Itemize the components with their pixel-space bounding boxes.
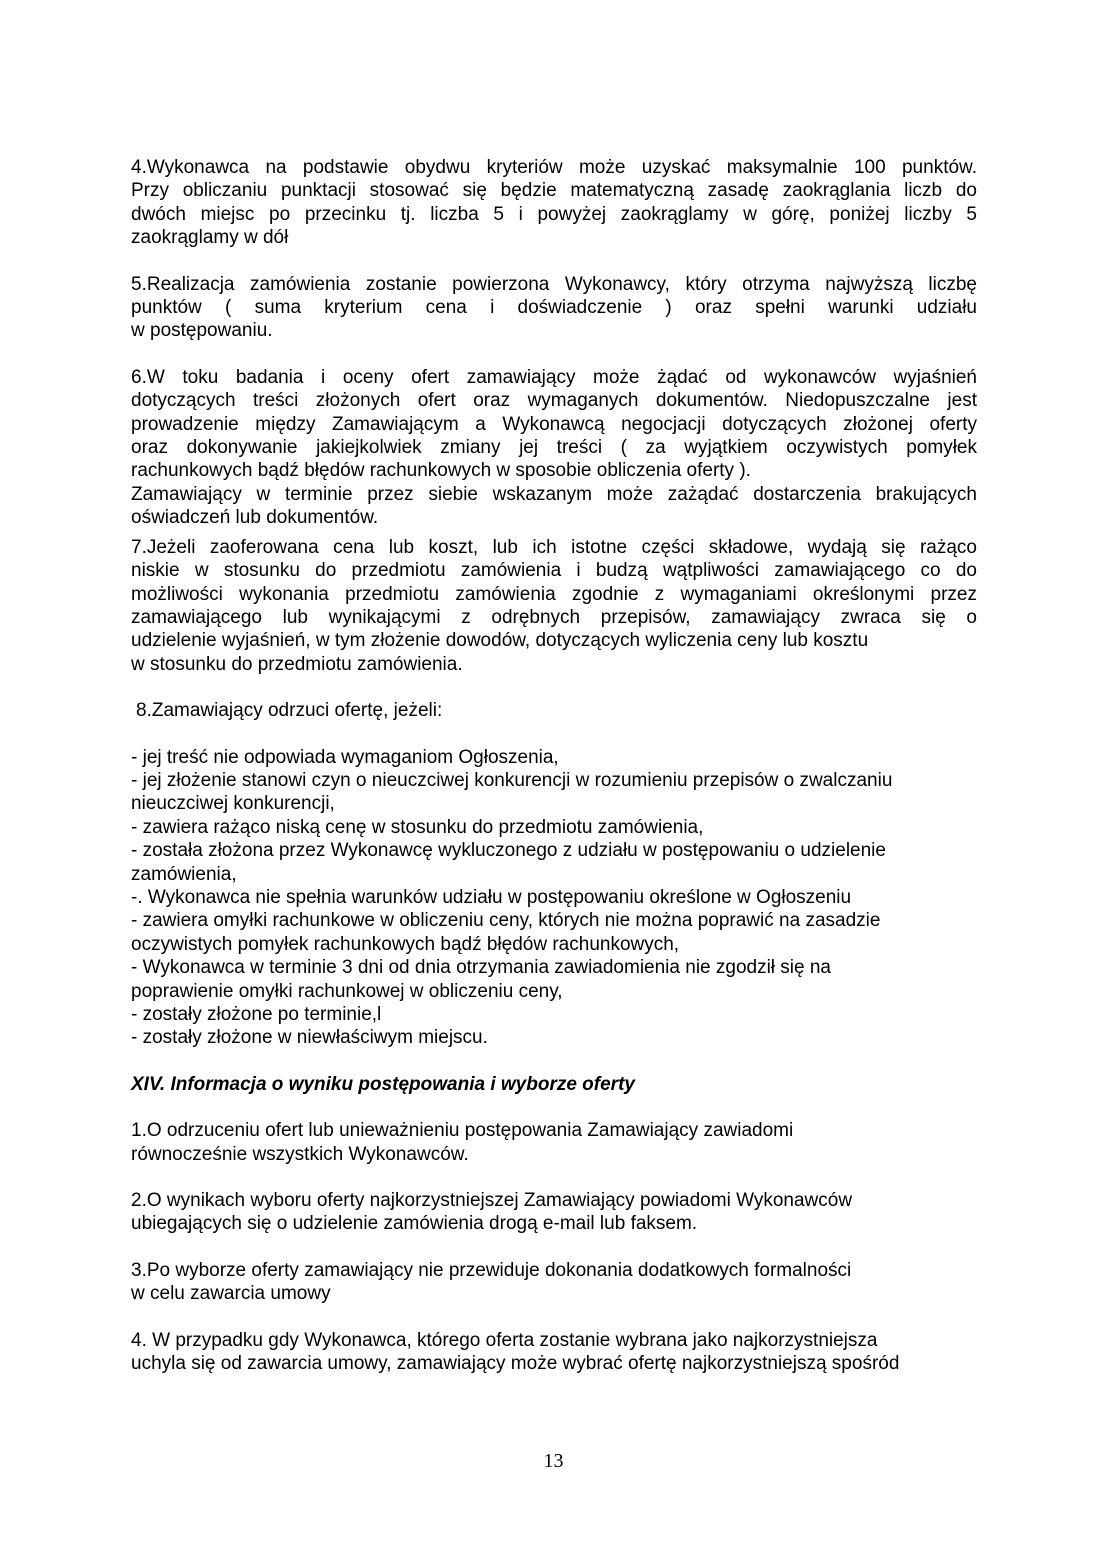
text-line: oraz dokonywanie jakiejkolwiek zmiany jej treści ( za wyjątkiem oczywistych pomyłek: [131, 437, 977, 459]
section-heading-xiv: XIV. Informacja o wyniku postępowania i wyborze oferty: [131, 1073, 635, 1095]
text-line: dwóch miejsc po przecinku tj. liczba 5 i powyżej zaokrąglamy w górę, poniżej liczby 5: [131, 203, 977, 225]
list-item: - zostały złożone w niewłaściwym miejscu.: [131, 1027, 488, 1049]
list-item: - zostały złożone po terminie,l: [131, 1004, 382, 1025]
list-item: nieuczciwej konkurencji,: [131, 793, 335, 815]
page-number: 13: [543, 1450, 564, 1472]
text-line: 3.Po wyborze oferty zamawiający nie przewiduje dokonania dodatkowych formalności: [131, 1259, 852, 1281]
list-item: - zawiera rażąco niską cenę w stosunku do przedmiotu zamówienia,: [131, 816, 704, 838]
list-item: - została złożona przez Wykonawcę wykluczonego z udziału w postępowaniu o udzielenie: [131, 840, 886, 862]
text-line: zamawiającego lub wynikającymi z odrębnych przepisów, zamawiający zwraca się o: [131, 606, 977, 628]
text-line: udzielenie wyjaśnień, w tym złożenie dowodów, dotyczących wyliczenia ceny lub kosztu: [131, 630, 869, 652]
text-line: 2.O wynikach wyboru oferty najkorzystniejszej Zamawiający powiadomi Wykonawców: [131, 1190, 853, 1212]
text-line: w stosunku do przedmiotu zamówienia.: [131, 653, 463, 675]
list-item: - jej złożenie stanowi czyn o nieuczciwej konkurencji w rozumieniu przepisów o zwalczaniu: [131, 769, 893, 791]
list-item: - jej treść nie odpowiada wymaganiom Ogłoszenia,: [131, 746, 559, 768]
list-item: -. Wykonawca nie spełnia warunków udziału w postępowaniu określone w Ogłoszeniu: [131, 886, 852, 908]
text-line: równocześnie wszystkich Wykonawców.: [131, 1143, 469, 1165]
list-item: oczywistych pomyłek rachunkowych bądź błędów rachunkowych,: [131, 933, 680, 955]
text-line: 7.Jeżeli zaoferowana cena lub koszt, lub ich istotne części składowe, wydają się rażąco: [131, 536, 977, 558]
text-line: 4.Wykonawca na podstawie obydwu kryteriów może uzyskać maksymalnie 100 punktów.: [131, 157, 977, 178]
text-line: w postępowaniu.: [131, 320, 273, 342]
list-item: poprawienie omyłki rachunkowej w obliczeniu ceny,: [131, 980, 563, 1002]
section-xiv-paragraph-3: [131, 1259, 977, 1306]
text-line: możliwości wykonania przedmiotu zamówienia zgodnie z wymaganiami określonymi przez: [131, 583, 977, 605]
text-line: Zamawiający w terminie przez siebie wskazanym może zażądać dostarczenia brakujących: [131, 483, 977, 505]
paragraph-5-award: [131, 273, 977, 343]
list-item: zamówienia,: [131, 863, 237, 885]
text-line: ubiegających się o udzielenie zamówienia drogą e-mail lub faksem.: [131, 1213, 698, 1235]
paragraph-8-title: [131, 699, 977, 722]
paragraph-6-clarifications: [131, 366, 977, 530]
text-line: 4. W przypadku gdy Wykonawca, którego oferta zostanie wybrana jako najkorzystniejsza: [131, 1329, 878, 1351]
text-line: oświadczeń lub dokumentów.: [131, 507, 379, 529]
text-line: 1.O odrzuceniu ofert lub unieważnieniu postępowania Zamawiający zawiadomi: [131, 1120, 794, 1142]
list-item: - zawiera omyłki rachunkowe w obliczeniu ceny, których nie można poprawić na zasadzie: [131, 910, 881, 932]
section-xiv-paragraph-1: [131, 1119, 977, 1166]
text-line: niskie w stosunku do przedmiotu zamówienia i budzą wątpliwości zamawiającego co do: [131, 560, 977, 582]
text-line: 5.Realizacja zamówienia zostanie powierzona Wykonawcy, który otrzyma najwyższą liczbę: [131, 273, 977, 295]
rejection-list: [131, 746, 977, 1050]
list-item: - Wykonawca w terminie 3 dni od dnia otrzymania zawiadomienia nie zgodził się na: [131, 957, 832, 979]
text-line: 6.W toku badania i oceny ofert zamawiający może żądać od wykonawców wyjaśnień: [131, 366, 977, 388]
document-page: [131, 156, 977, 1375]
text-line: 8.Zamawiający odrzuci ofertę, jeżeli:: [136, 700, 443, 722]
text-line: punktów ( suma kryterium cena i doświadczenie ) oraz spełni warunki udziału: [131, 297, 977, 319]
text-line: uchyla się od zawarcia umowy, zamawiający może wybrać ofertę najkorzystniejszą spośród: [131, 1353, 900, 1375]
paragraph-4-scoring: [131, 156, 977, 250]
text-line: Przy obliczaniu punktacji stosować się będzie matematyczną zasadę zaokrąglania liczb do: [131, 180, 977, 202]
text-line: w celu zawarcia umowy: [131, 1283, 331, 1305]
section-xiv-paragraph-2: [131, 1189, 977, 1236]
text-line: zaokrąglamy w dół: [131, 227, 289, 249]
text-line: rachunkowych bądź błędów rachunkowych w sposobie obliczenia oferty ).: [131, 460, 751, 482]
section-xiv-paragraph-4: [131, 1329, 977, 1376]
paragraph-7-low-price: [131, 536, 977, 676]
text-line: dotyczących treści złożonych ofert oraz wymaganych dokumentów. Niedopuszczalne jest: [131, 390, 977, 412]
text-line: prowadzenie między Zamawiającym a Wykonawcą negocjacji dotyczących złożonej oferty: [131, 413, 977, 435]
